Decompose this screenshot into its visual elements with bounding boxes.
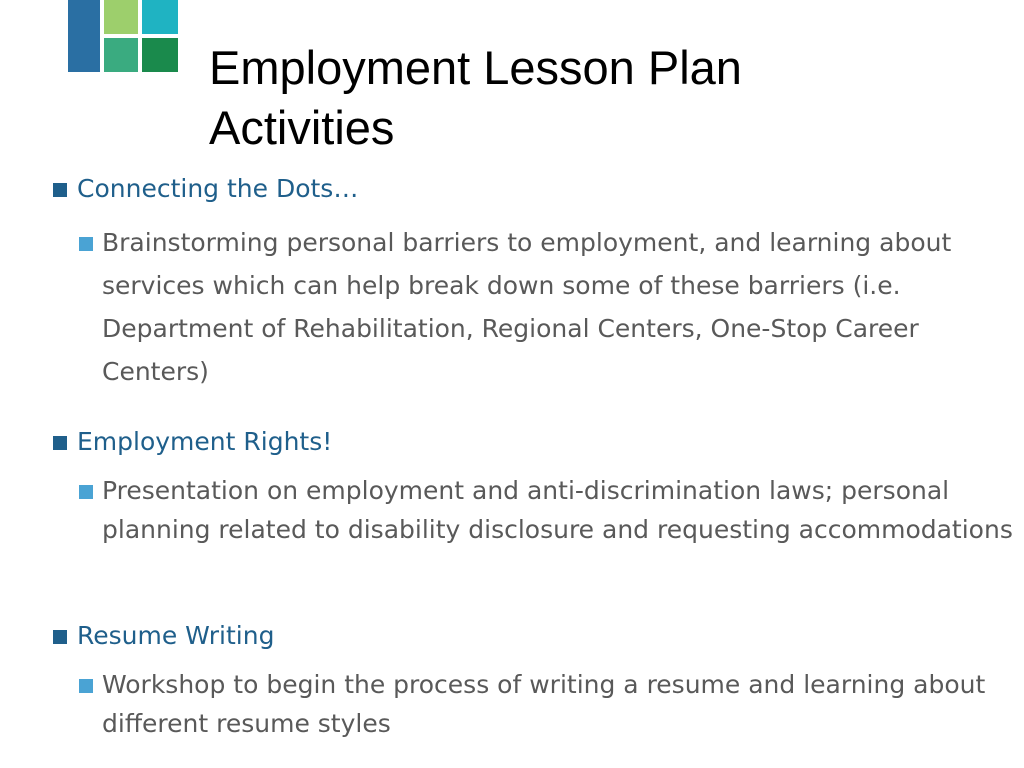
slide-title (209, 38, 989, 158)
logo-block-teal (142, 0, 178, 34)
logo-block-darkgreen (142, 38, 178, 72)
bullet-heading-resume-writing: Resume Writing (77, 621, 275, 650)
logo (68, 0, 178, 72)
bullet-square-icon (53, 436, 67, 450)
logo-block-green (104, 38, 138, 72)
bullet-square-icon (53, 630, 67, 644)
logo-block-blue (68, 0, 100, 72)
bullet-heading-connecting-the-dots: Connecting the Dots… (77, 174, 359, 203)
bullet-text-employment-rights: Presentation on employment and anti-discrimination laws; personal planning related to disability disclosure and requesting accommodations (102, 476, 1013, 544)
bullet-text-resume-writing: Workshop to begin the process of writing a resume and learning about different resume styles (102, 670, 986, 738)
slide-title-line2: Activities (209, 101, 395, 154)
sub-bullet-square-icon (79, 237, 93, 251)
bullet-text-connecting-the-dots: Brainstorming personal barriers to employment, and learning about services which can help break down some of these barriers (i.e. Department of Rehabilitation, Regional Centers, One-Stop Career Centers) (102, 228, 952, 386)
bullet-heading-employment-rights: Employment Rights! (77, 427, 333, 456)
slide-title-line1: Employment Lesson Plan (209, 41, 742, 94)
logo-block-lightgreen (104, 0, 138, 34)
sub-bullet-square-icon (79, 485, 93, 499)
bullet-square-icon (53, 183, 67, 197)
sub-bullet-square-icon (79, 679, 93, 693)
